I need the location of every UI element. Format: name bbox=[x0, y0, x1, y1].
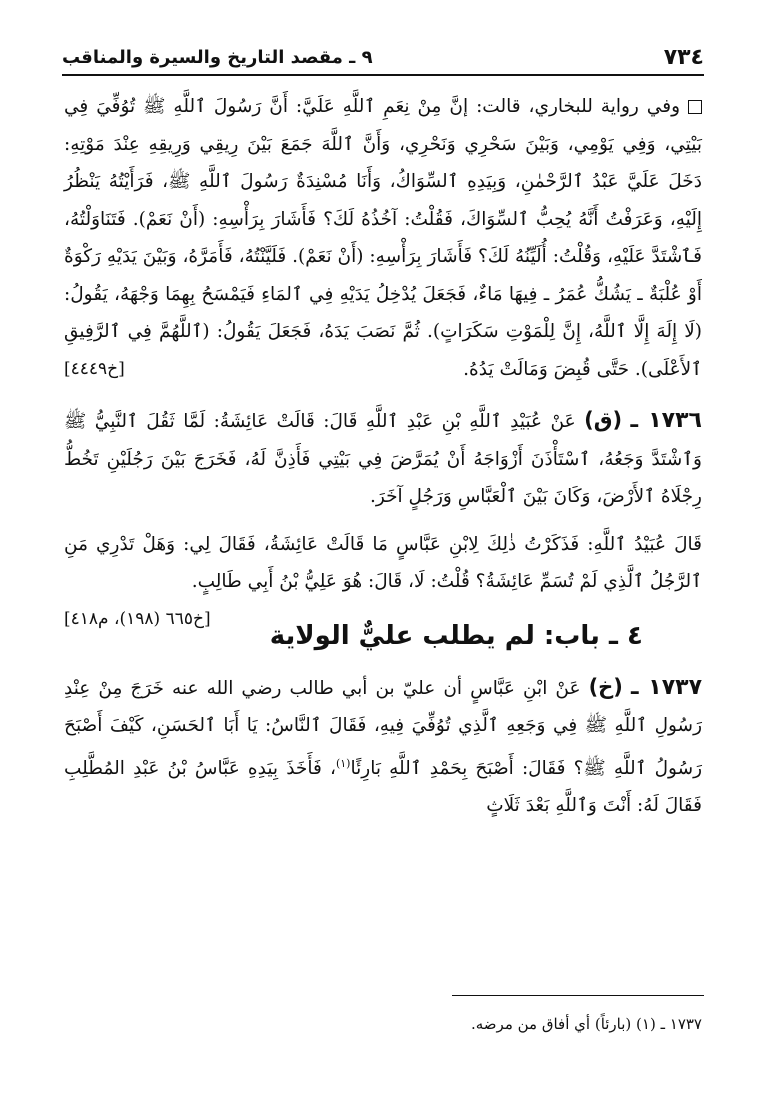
hadith-text-after: ، فَأَخَذَ بِيَدِهِ عَبَّاسُ بْنُ عَبْدِ المُطَّلِبِ فَقَالَ لَهُ: أَنْتَ وَٱللَّهِ بَعْدَ ثَلَاثٍ bbox=[64, 757, 702, 817]
hadith-source: (ق) bbox=[584, 408, 623, 432]
hadith-number: ١٧٣٧ ـ bbox=[630, 674, 703, 700]
chapter-heading: ٤ ـ باب: لم يطلب عليٌّ الولاية bbox=[269, 620, 643, 651]
hadith-1736 bbox=[64, 402, 702, 516]
running-title: ٩ ـ مقصد التاريخ والسيرة والمناقب bbox=[62, 46, 373, 68]
main-text bbox=[64, 88, 702, 825]
page-number: ٧٣٤ bbox=[663, 44, 704, 70]
hadith-1736-continuation bbox=[64, 526, 702, 629]
footnote-marker[interactable]: (١) bbox=[335, 756, 351, 770]
footnote: ١٧٣٧ ـ (١) (بارئاً) أي أفاق من مرضه. bbox=[471, 1015, 702, 1033]
hadith-text: عَنْ عُبَيْدِ ٱللَّهِ بْنِ عَبْدِ ٱللَّهِ قَالَ: قَالَتْ عَائِشَةُ: لَمَّا ثَقُلَ ٱلنَّبِيُّ ﷺ وَٱشْتَدَّ وَجَعُهُ، ٱسْتَأْذَنَ أَزْوَاجَهُ أَنْ يُمَرَّضَ فِي بَيْتِي فَأَذِنَّ لَهُ، فَخَرَجَ بَيْنَ رَجُلَيْنِ تَخُطُّ رِجْلَاهُ ٱلأَرْضَ، وَكَانَ بَيْنَ ٱلْعَبَّاسِ وَرَجُلٍ آخَرَ. bbox=[64, 411, 702, 507]
hadith-continuation bbox=[64, 88, 702, 388]
square-bullet-icon bbox=[688, 100, 702, 114]
hadith-text: وفي رواية للبخاري، قالت: إنَّ مِنْ نِعَمِ ٱللَّهِ عَلَيَّ: أَنَّ رَسُولَ ٱللَّهِ ﷺ تُوُفِّيَ فِي بَيْتِي، وَفِي يَوْمِي، وَبَيْنَ سَحْرِي وَنَحْرِي، وَأَنَّ ٱللَّهَ جَمَعَ بَيْنَ رِيقِي وَرِيقِهِ عِنْدَ مَوْتِهِ: دَخَلَ عَلَيَّ عَبْدُ ٱلرَّحْمٰنِ، وَبِيَدِهِ ٱلسِّوَاكُ، وَأَنَا مُسْنِدَةٌ رَسُولَ ٱللَّهِ ﷺ، فَرَأَيْتُهُ يَنْظُرُ إِلَيْهِ، وَعَرَفْتُ أَنَّهُ يُحِبُّ ٱلسِّوَاكَ، فَقُلْتُ: آخُذُهُ لَكَ؟ فَأَشَارَ بِرَأْسِهِ: (أَنْ نَعَمْ). فَتَنَاوَلْتُهُ، فَٱشْتَدَّ عَلَيْهِ، وَقُلْتُ: أُلَيِّنُهُ لَكَ؟ فَأَشَارَ بِرَأْسِهِ: (أَنْ نَعَمْ). فَلَيَّنْتُهُ، فَأَمَرَّهُ، وَبَيْنَ يَدَيْهِ رَكْوَةٌ أَوْ عُلْبَةٌ ـ يَشُكُّ عُمَرُ ـ فِيهَا مَاءٌ، فَجَعَلَ يُدْخِلُ يَدَيْهِ فِي ٱلمَاءِ فَيَمْسَحُ بِهِمَا وَجْهَهُ، يَقُولُ: (لَا إِلَهَ إِلَّا ٱللَّهُ، إِنَّ لِلْمَوْتِ سَكَرَاتٍ). ثُمَّ نَصَبَ يَدَهُ، فَجَعَلَ يَقُولُ: (ٱللَّهُمَّ فِي ٱلرَّفِيقِ ٱلأَعْلَى). حَتَّى قُبِضَ وَمَالَتْ يَدُهُ. bbox=[64, 96, 702, 380]
hadith-1737 bbox=[64, 669, 702, 825]
hadith-reference: [خ٤٤٤٩] bbox=[64, 358, 125, 379]
footnote-divider bbox=[452, 995, 704, 996]
hadith-text: قَالَ عُبَيْدُ ٱللَّهِ: فَذَكَرْتُ ذٰلِكَ لِابْنِ عَبَّاسٍ مَا قَالَتْ عَائِشَةُ، فَقَالَ لِي: وَهَلْ تَدْرِي مَنِ ٱلرَّجُلُ ٱلَّذِي لَمْ تُسَمِّ عَائِشَةُ؟ قُلْتُ: لَا، قَالَ: هُوَ عَلِيُّ بْنُ أَبِي طَالِبٍ. bbox=[64, 533, 702, 592]
hadith-text: عَنْ ابْنِ عَبَّاسٍ أن عليّ بن أبي طالب رضي الله عنه خَرَجَ مِنْ عِنْدِ رَسُولِ ٱللَّهِ ﷺ فِي وَجَعِهِ ٱلَّذِي تُوُفِّيَ فِيهِ، فَقَالَ ٱلنَّاسُ: يَا أَبَا ٱلحَسَنِ، كَيْفَ أَصْبَحَ رَسُولُ ٱللَّهِ ﷺ؟ فَقَالَ: أَصْبَحَ بِحَمْدِ ٱللَّهِ بَارِئًا bbox=[64, 677, 703, 779]
hadith-source: (خ) bbox=[588, 674, 623, 699]
hadith-number: ١٧٣٦ ـ bbox=[630, 408, 702, 433]
hadith-reference: [خ٦٦٥ (١٩٨)، م٤١٨] bbox=[64, 608, 211, 629]
page-header bbox=[62, 40, 704, 76]
